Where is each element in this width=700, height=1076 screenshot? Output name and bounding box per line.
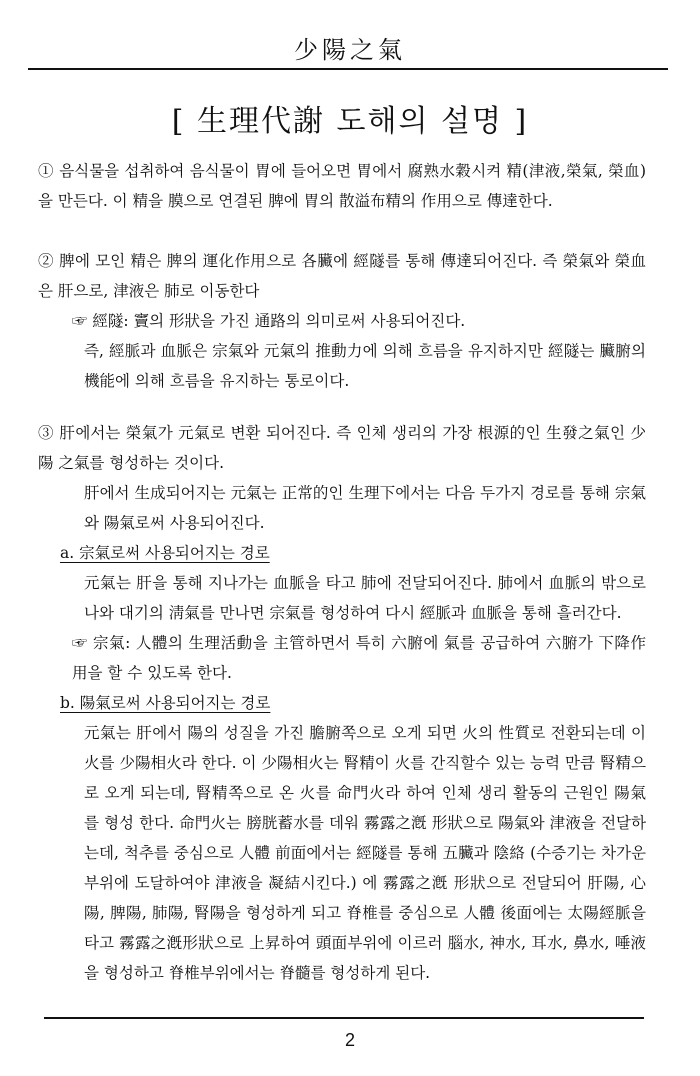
paragraph-b: 元氣는 肝에서 陽의 성질을 가진 膽腑쪽으로 오게 되면 火의 性質로 전환되는데 이 火를 少陽相火라 한다. 이 少陽相火는 腎精이 火를 간직할수 있는 능력 만큼 腎精으로 오게 되는데, 腎精쪽으로 온 火를 命門火라 하여 인체 생리 활동의 근원인 陽氣를 형성 한다. 命門火는 膀胱蓄水를 데워 霧露之漑 形狀으로 陽氣와 津液을 전달하는데, 척추를 중심으로 人體 前面에서는 經隧를 통해 五臟과 陰絡 (수증기는 차가운 부위에 도달하여야 津液을 凝結시킨다.) 에 霧露之漑 形狀으로 전달되어 肝陽, 心陽, 脾陽, 肺陽, 腎陽을 형성하게 되고 脊椎를 중심으로 人體 後面에는 太陽經脈을 타고 霧露之漑形狀으로 上昇하여 頭面부위에 이르러 腦水, 神水, 耳水, 鼻水, 唾液을 형성하고 脊椎부위에서는 脊髓를 형성하게 된다.: [84, 724, 646, 982]
paragraph-3: ③ 肝에서는 榮氣가 元氣로 변환 되어진다. 즉 인체 생리의 가장 根源的인 生發之氣인 少陽 之氣를 형성하는 것이다.: [38, 424, 646, 472]
header-rule: [28, 68, 668, 70]
spacer: [38, 396, 646, 418]
paragraph-a: 元氣는 肝을 통해 지나가는 血脈을 타고 肺에 전달되어진다. 肺에서 血脈의 밖으로 나와 대기의 淸氣를 만나면 宗氣를 형성하여 다시 經脈과 血脈을 통해 흘러간다.: [84, 574, 646, 622]
spacer: [38, 216, 646, 246]
body-text: [38, 156, 646, 988]
running-header: 少陽之氣: [294, 36, 406, 64]
footer-rule: [44, 1017, 644, 1019]
section-title: [ 生理代謝 도해의 설명 ]: [171, 104, 529, 139]
subheading-b: b. 陽氣로써 사용되어지는 경로: [60, 694, 271, 712]
page-number: 2: [344, 1030, 355, 1050]
paragraph-1: ① 음식물을 섭취하여 음식물이 胃에 들어오면 胃에서 腐熟水穀시켜 精(津液,榮氣, 榮血)을 만든다. 이 精을 膜으로 연결된 脾에 胃의 散溢布精의 作用으로 傳達한다.: [38, 162, 646, 210]
note-zongqi: ☞ 宗氣: 人體의 生理活動을 主管하면서 특히 六腑에 氣를 공급하여 六腑가 下降作用을 할 수 있도록 한다.: [72, 634, 646, 682]
paragraph-2: ② 脾에 모인 精은 脾의 運化作用으로 各臟에 經隧를 통해 傳達되어진다. 즉 榮氣와 榮血은 肝으로, 津液은 肺로 이동한다: [38, 252, 646, 300]
paragraph-3-continued: 肝에서 生成되어지는 元氣는 正常的인 生理下에서는 다음 두가지 경로를 통해 宗氣와 陽氣로써 사용되어진다.: [84, 484, 646, 532]
subheading-a: a. 宗氣로써 사용되어지는 경로: [60, 544, 270, 562]
note-jingsui: ☞ 經隧: 竇의 形狀을 가진 通路의 의미로써 사용되어진다.: [72, 312, 466, 330]
note-jingsui-continued: 즉, 經脈과 血脈은 宗氣와 元氣의 推動力에 의해 흐름을 유지하지만 經隧는 臟腑의 機能에 의해 흐름을 유지하는 통로이다.: [84, 342, 646, 390]
